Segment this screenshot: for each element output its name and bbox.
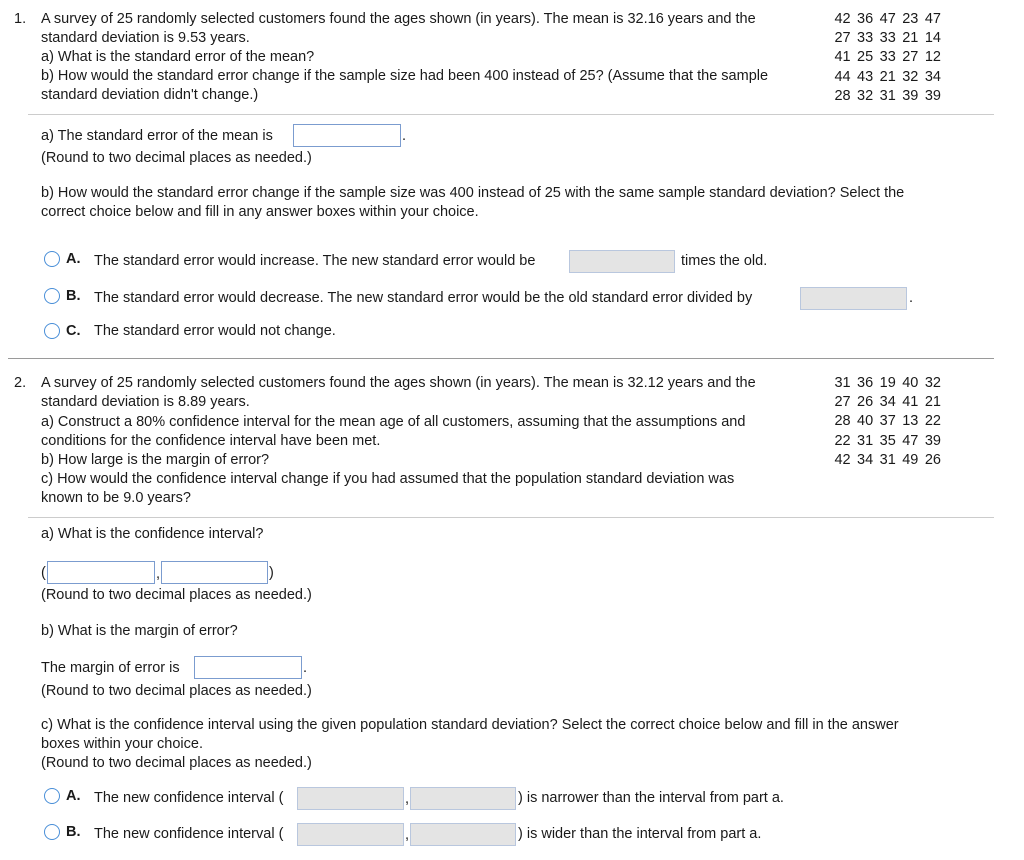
choice-letter: A. xyxy=(66,788,81,804)
table-row xyxy=(828,68,941,87)
table-cell: 27 xyxy=(834,30,851,47)
period: . xyxy=(402,128,407,144)
choice-suffix: times the old. xyxy=(681,253,768,269)
table-row xyxy=(828,451,941,470)
table-cell: 26 xyxy=(857,394,874,411)
table-cell: 37 xyxy=(879,413,896,430)
table-cell: 21 xyxy=(879,68,896,85)
table-cell: 22 xyxy=(834,432,851,449)
table-cell: 42 xyxy=(834,11,851,28)
q2-part-b-label: The margin of error is xyxy=(41,660,180,676)
table-cell: 31 xyxy=(857,432,874,449)
table-cell: 21 xyxy=(902,30,919,47)
table-cell: 12 xyxy=(924,49,941,66)
table-cell: 39 xyxy=(924,87,941,104)
table-cell: 25 xyxy=(857,49,874,66)
question-1-number: 1. xyxy=(14,11,27,27)
question-text-line: known to be 9.0 years? xyxy=(41,490,191,506)
choice-text: The standard error would decrease. The new standard error would be the old standard error divided by xyxy=(94,290,753,306)
choice-text: The standard error would increase. The new standard error would be xyxy=(94,253,536,269)
choice-letter: A. xyxy=(66,251,81,267)
table-cell: 23 xyxy=(902,11,919,28)
round-hint: (Round to two decimal places as needed.) xyxy=(41,150,312,166)
choice-suffix: ) is narrower than the interval from part a. xyxy=(518,790,784,806)
section-divider xyxy=(28,517,994,518)
table-cell: 35 xyxy=(879,432,896,449)
table-row xyxy=(828,393,941,412)
table-row xyxy=(828,29,941,48)
close-paren: ) xyxy=(269,565,274,581)
q1-part-a-label: a) The standard error of the mean is xyxy=(41,128,273,144)
table-cell: 32 xyxy=(857,87,874,104)
comma: , xyxy=(156,566,161,582)
table-cell: 36 xyxy=(857,11,874,28)
table-cell: 21 xyxy=(924,394,941,411)
table-cell: 33 xyxy=(857,30,874,47)
table-cell: 41 xyxy=(834,49,851,66)
table-cell: 31 xyxy=(879,87,896,104)
table-cell: 39 xyxy=(902,87,919,104)
wider-interval-lower-input[interactable] xyxy=(297,823,404,846)
table-cell: 36 xyxy=(857,375,874,392)
round-hint: (Round to two decimal places as needed.) xyxy=(41,755,312,771)
choice-letter: C. xyxy=(66,323,81,339)
table-cell: 47 xyxy=(879,11,896,28)
q2-choice-a-radio[interactable] xyxy=(44,788,60,804)
divisor-input[interactable] xyxy=(800,287,907,310)
q1-part-b-text: b) How would the standard error change if the sample size was 400 instead of 25 with the same sample standard deviation? Select the xyxy=(41,185,905,201)
q1-choice-b-radio[interactable] xyxy=(44,288,60,304)
comma: , xyxy=(405,791,410,807)
choice-text: The new confidence interval ( xyxy=(94,790,284,806)
table-cell: 42 xyxy=(834,451,851,468)
q2-part-a-question: a) What is the confidence interval? xyxy=(41,526,264,542)
question-divider xyxy=(8,358,994,359)
question-2-number: 2. xyxy=(14,375,27,391)
table-cell: 27 xyxy=(834,394,851,411)
table-cell: 31 xyxy=(879,451,896,468)
question-text-line: b) How large is the margin of error? xyxy=(41,452,270,468)
table-cell: 28 xyxy=(834,87,851,104)
q1-part-b-text: correct choice below and fill in any answer boxes within your choice. xyxy=(41,204,479,220)
question-text-line: standard deviation didn't change.) xyxy=(41,87,259,103)
table-cell: 33 xyxy=(879,49,896,66)
q1-choice-c-radio[interactable] xyxy=(44,323,60,339)
new-interval-lower-input[interactable] xyxy=(297,787,404,810)
q2-part-c-text: c) What is the confidence interval using the given population standard deviation? Select the correct choice below and fill in the answer xyxy=(41,717,899,733)
table-cell: 47 xyxy=(902,432,919,449)
choice-letter: B. xyxy=(66,288,81,304)
table-row xyxy=(828,87,941,106)
table-cell: 19 xyxy=(879,375,896,392)
table-cell: 39 xyxy=(924,432,941,449)
choice-text: The new confidence interval ( xyxy=(94,826,284,842)
table-cell: 41 xyxy=(902,394,919,411)
table-cell: 22 xyxy=(924,413,941,430)
table-cell: 40 xyxy=(902,375,919,392)
table-cell: 43 xyxy=(857,68,874,85)
table-cell: 27 xyxy=(902,49,919,66)
choice-text: The standard error would not change. xyxy=(94,323,336,339)
margin-of-error-input[interactable] xyxy=(194,656,302,679)
open-paren: ( xyxy=(41,565,46,581)
question-text-line: c) How would the confidence interval change if you had assumed that the population standard deviation was xyxy=(41,471,735,487)
interval-lower-input[interactable] xyxy=(47,561,155,584)
q2-choice-b-radio[interactable] xyxy=(44,824,60,840)
table-cell: 49 xyxy=(902,451,919,468)
table-cell: 47 xyxy=(924,11,941,28)
table-cell: 33 xyxy=(879,30,896,47)
table-cell: 34 xyxy=(857,451,874,468)
table-cell: 28 xyxy=(834,413,851,430)
q2-part-b-question: b) What is the margin of error? xyxy=(41,623,238,639)
table-row xyxy=(828,10,941,29)
choice-letter: B. xyxy=(66,824,81,840)
table-cell: 44 xyxy=(834,68,851,85)
period: . xyxy=(303,660,308,676)
table-row xyxy=(828,48,941,67)
question-text-line: standard deviation is 9.53 years. xyxy=(41,30,250,46)
table-row xyxy=(828,412,941,431)
round-hint: (Round to two decimal places as needed.) xyxy=(41,587,312,603)
section-divider xyxy=(28,114,994,115)
question-text-line: A survey of 25 randomly selected customers found the ages shown (in years). The mean is 32.12 years and the xyxy=(41,375,756,391)
table-cell: 34 xyxy=(879,394,896,411)
new-interval-upper-input[interactable] xyxy=(410,787,516,810)
q2-data-table xyxy=(828,374,941,470)
table-cell: 32 xyxy=(924,375,941,392)
standard-error-input[interactable] xyxy=(293,124,401,147)
table-row xyxy=(828,432,941,451)
question-text-line: a) What is the standard error of the mean? xyxy=(41,49,315,65)
question-text-line: b) How would the standard error change if the sample size had been 400 instead of 25? (Assume that the sample xyxy=(41,68,769,84)
table-cell: 14 xyxy=(924,30,941,47)
table-cell: 40 xyxy=(857,413,874,430)
table-cell: 26 xyxy=(924,451,941,468)
period: . xyxy=(909,290,914,306)
table-cell: 34 xyxy=(924,68,941,85)
round-hint: (Round to two decimal places as needed.) xyxy=(41,683,312,699)
interval-upper-input[interactable] xyxy=(161,561,268,584)
wider-interval-upper-input[interactable] xyxy=(410,823,516,846)
q1-choice-a-radio[interactable] xyxy=(44,251,60,267)
q1-data-table xyxy=(828,10,941,106)
table-cell: 31 xyxy=(834,375,851,392)
table-cell: 13 xyxy=(902,413,919,430)
comma: , xyxy=(405,827,410,843)
table-row xyxy=(828,374,941,393)
new-standard-error-input[interactable] xyxy=(569,250,675,273)
q2-part-c-text: boxes within your choice. xyxy=(41,736,203,752)
choice-suffix: ) is wider than the interval from part a. xyxy=(518,826,762,842)
table-cell: 32 xyxy=(902,68,919,85)
question-text-line: a) Construct a 80% confidence interval for the mean age of all customers, assuming that the assumptions and xyxy=(41,414,746,430)
question-text-line: standard deviation is 8.89 years. xyxy=(41,394,250,410)
question-text-line: A survey of 25 randomly selected customers found the ages shown (in years). The mean is 32.16 years and the xyxy=(41,11,756,27)
question-text-line: conditions for the confidence interval have been met. xyxy=(41,433,381,449)
